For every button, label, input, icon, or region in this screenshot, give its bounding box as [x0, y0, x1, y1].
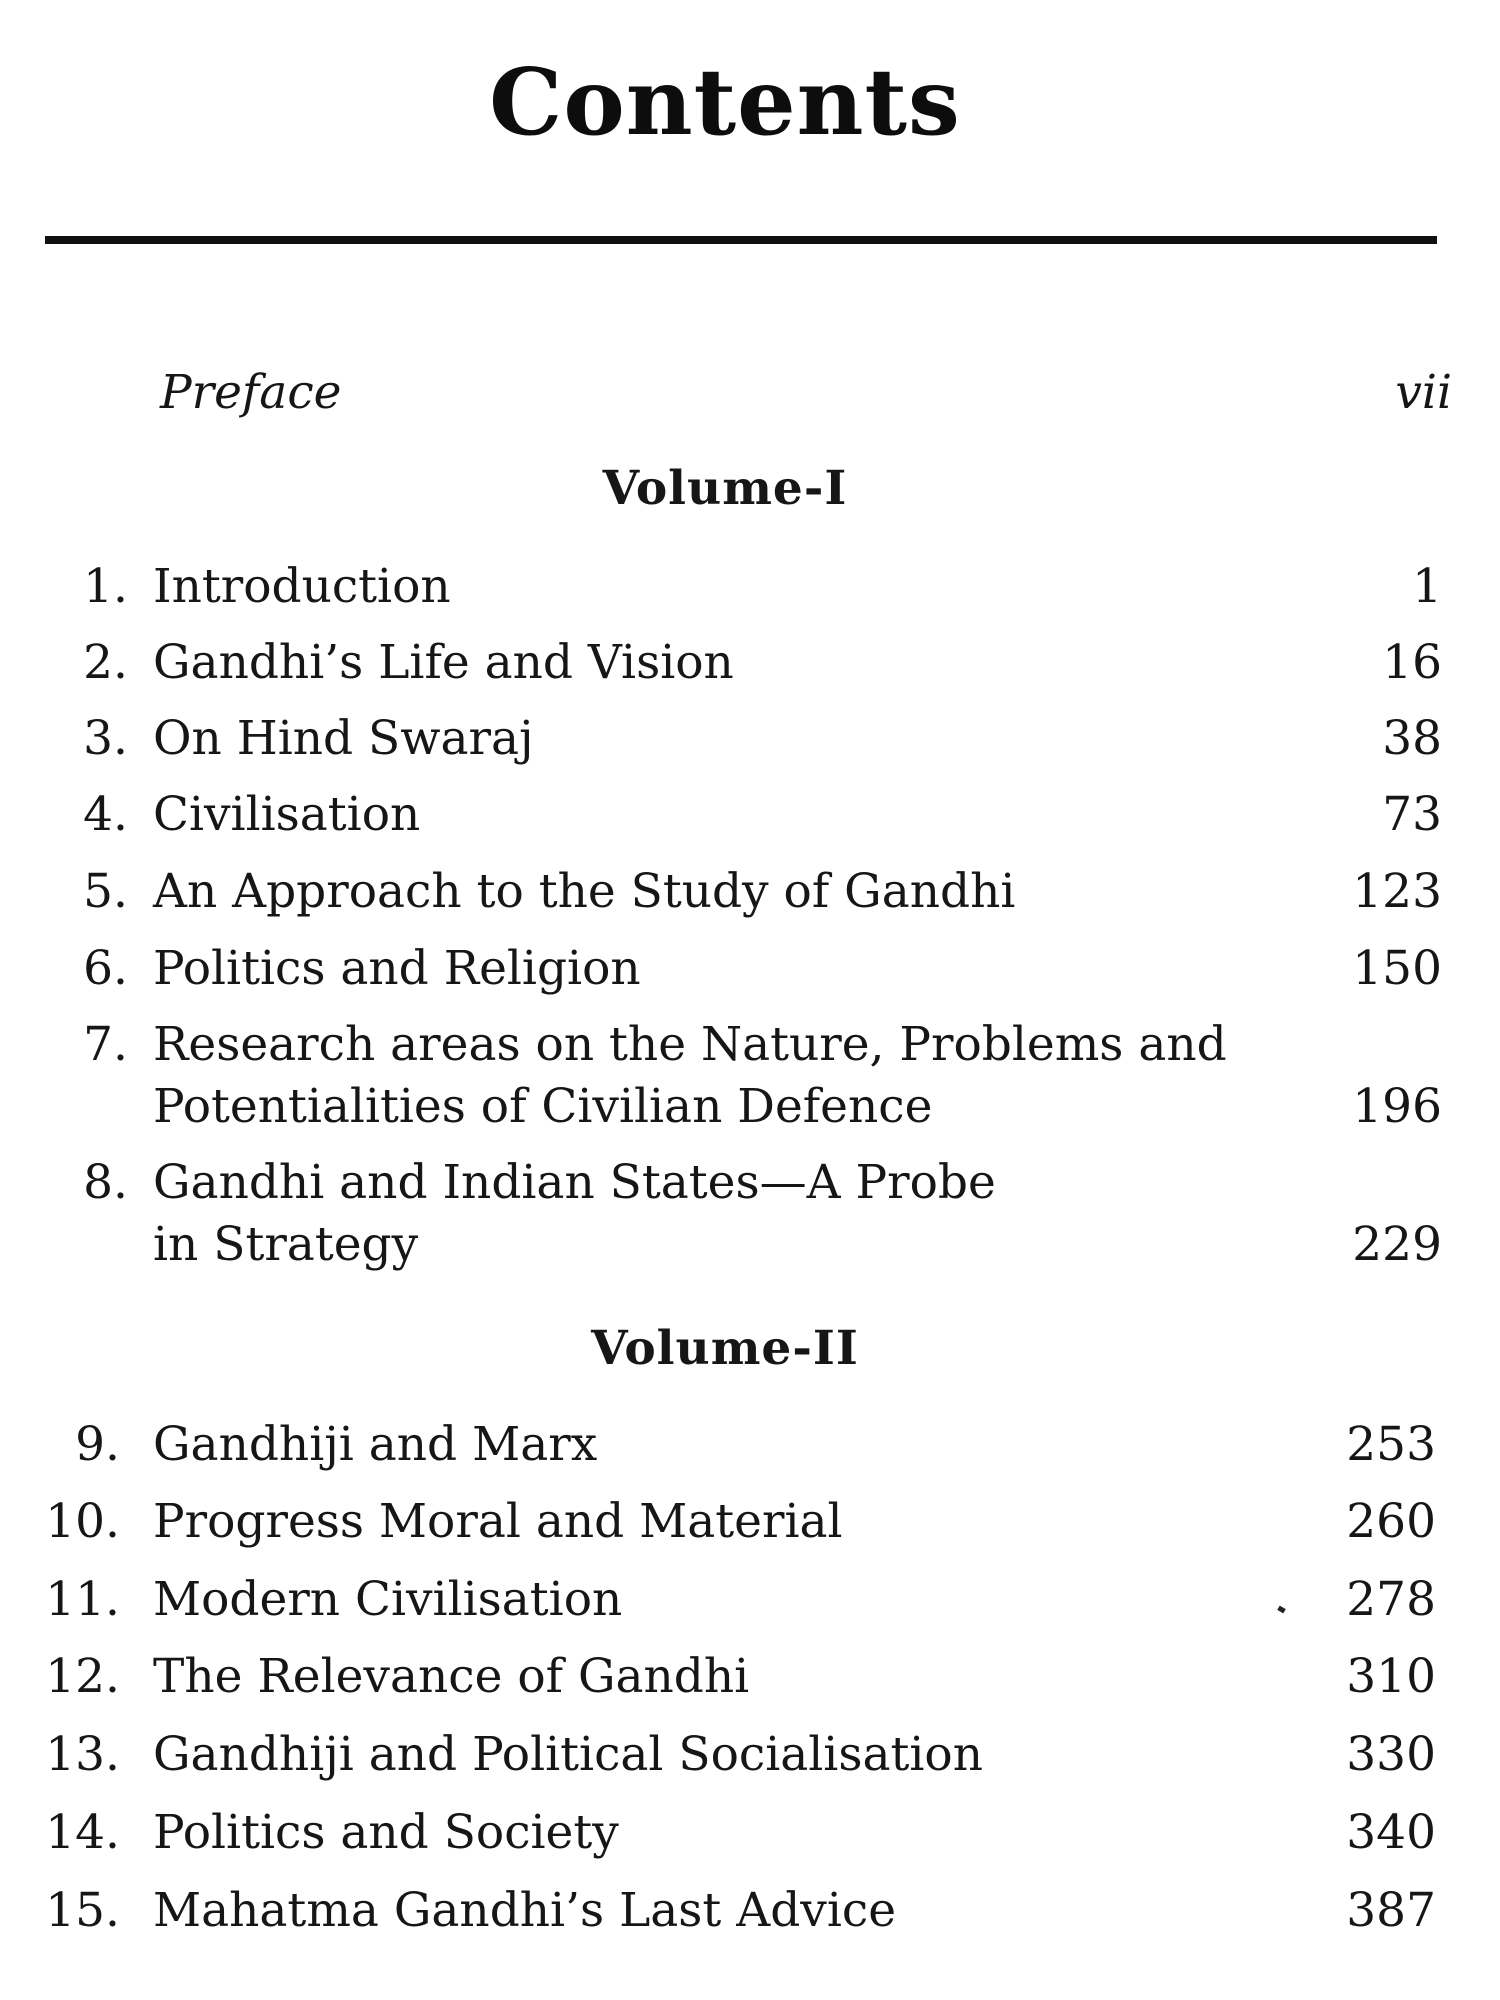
entry-label: Politics and Society — [153, 1805, 619, 1860]
entry-page-number: vii — [1395, 365, 1452, 420]
entry-number: 4. — [83, 787, 128, 842]
entry-number: 11. — [45, 1572, 120, 1627]
toc-entry — [0, 784, 1500, 846]
entry-number: 1. — [83, 559, 128, 614]
entry-number: 9. — [75, 1417, 120, 1472]
volume-heading: Volume-I — [602, 461, 848, 516]
entry-page-number: 340 — [1346, 1805, 1436, 1860]
entry-label — [153, 1152, 996, 1276]
toc-entry — [0, 1014, 1500, 1138]
toc-entry — [0, 1414, 1500, 1476]
entry-page-number: 150 — [1352, 941, 1442, 996]
entry-label — [153, 1014, 1227, 1138]
toc-entry — [0, 1802, 1500, 1864]
entry-page-number: 73 — [1382, 787, 1442, 842]
entry-label: The Relevance of Gandhi — [153, 1649, 750, 1704]
entry-page-number: 38 — [1382, 711, 1442, 766]
entry-number: 2. — [83, 635, 128, 690]
entry-number: 7. — [83, 1017, 128, 1072]
toc-entry — [0, 1880, 1500, 1942]
toc-entry — [0, 1646, 1500, 1708]
entry-label: Gandhiji and Political Socialisation — [153, 1727, 983, 1782]
toc-entry — [0, 1724, 1500, 1786]
entry-page-number: 16 — [1382, 635, 1442, 690]
entry-number: 13. — [45, 1727, 120, 1782]
entry-label-line: Gandhi and Indian States—A Probe — [153, 1155, 996, 1210]
entry-label-line: Potentialities of Civilian Defence — [153, 1079, 933, 1134]
entry-page-number: 229 — [1352, 1217, 1442, 1272]
entry-label-line: Research areas on the Nature, Problems and — [153, 1017, 1227, 1072]
toc-entry — [0, 708, 1500, 770]
entry-number: 8. — [83, 1155, 128, 1210]
entry-number: 14. — [45, 1805, 120, 1860]
toc-entry — [0, 1152, 1500, 1276]
entry-label: An Approach to the Study of Gandhi — [153, 864, 1016, 919]
toc-entry — [0, 1569, 1500, 1631]
entry-page-number: 330 — [1346, 1727, 1436, 1782]
entry-label: Preface — [160, 365, 342, 420]
entry-label: Gandhi’s Life and Vision — [153, 635, 734, 690]
entry-page-number: 1 — [1412, 559, 1442, 614]
entry-number: 5. — [83, 864, 128, 919]
entry-label: Gandhiji and Marx — [153, 1417, 598, 1472]
title-divider — [45, 236, 1437, 244]
entry-label: Modern Civilisation — [153, 1572, 623, 1627]
toc-entry — [0, 861, 1500, 923]
toc-entry — [0, 556, 1500, 618]
toc-entry — [0, 1491, 1500, 1553]
entry-page-number: 123 — [1352, 864, 1442, 919]
entry-number: 12. — [45, 1649, 120, 1704]
entry-label: Civilisation — [153, 787, 421, 842]
volume-heading: Volume-II — [591, 1321, 859, 1376]
toc-entry-preface — [0, 362, 1500, 424]
entry-number: 6. — [83, 941, 128, 996]
entry-label: Progress Moral and Material — [153, 1494, 843, 1549]
entry-label: Politics and Religion — [153, 941, 641, 996]
entry-label: On Hind Swaraj — [153, 711, 534, 766]
entry-page-number: 278 — [1346, 1572, 1436, 1627]
entry-page-number: 387 — [1346, 1883, 1436, 1938]
entry-number: 10. — [45, 1494, 120, 1549]
toc-entry — [0, 632, 1500, 694]
entry-page-number: 260 — [1346, 1494, 1436, 1549]
entry-number: 15. — [45, 1883, 120, 1938]
entry-label-line: in Strategy — [153, 1217, 419, 1272]
toc-entry — [0, 938, 1500, 1000]
entry-label: Introduction — [153, 559, 451, 614]
entry-number: 3. — [83, 711, 128, 766]
entry-label: Mahatma Gandhi’s Last Advice — [153, 1883, 897, 1938]
entry-page-number: 310 — [1346, 1649, 1436, 1704]
entry-page-number: 196 — [1352, 1079, 1442, 1134]
entry-page-number: 253 — [1346, 1417, 1436, 1472]
page-title: Contents — [489, 48, 961, 156]
